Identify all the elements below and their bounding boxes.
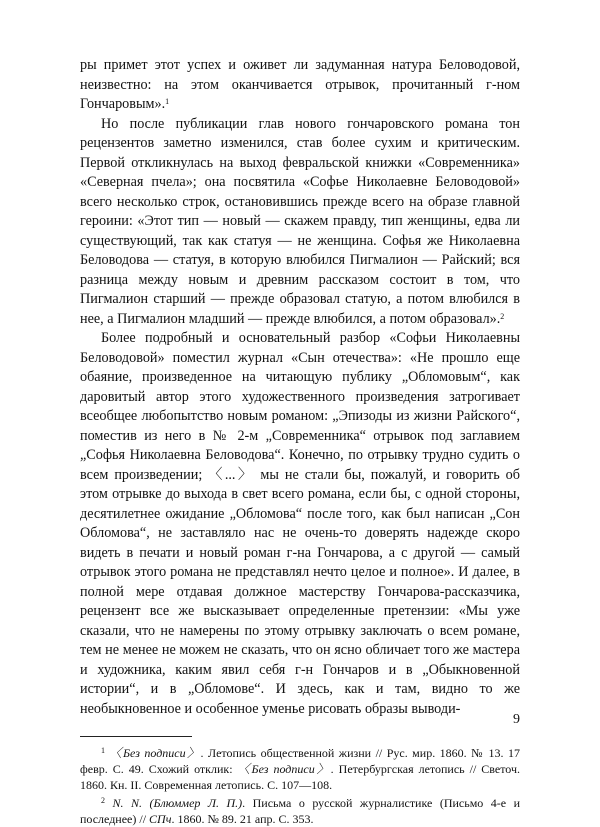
footnote-2-journal: СПч: [149, 812, 172, 826]
footnote-2-text-1: . Письма о русской журналистике (Письмо 4-е и последнее) //: [80, 796, 520, 826]
footnote-1-text-2: . Петербургская летопись // Светоч. 1860. Кн. II. Современная летопись. С. 107—108.: [80, 762, 521, 792]
page-number: 9: [513, 712, 520, 727]
footnote-ref-2[interactable]: 2: [500, 311, 505, 321]
paragraph-2-text: Но после публикации глав нового гончаровского романа тон рецензентов заметно изменился, став более сухим и критическим. Первой откликнулась на выход февральской книжки «Современника» «Северная пчела»; она посвятила «Софье Николаевне Беловодовой» всего несколько строк, остановившись прежде всего на образе главной героини: «Этот тип — новый — скажем правду, тип женщины, едва ли существующий, так как статуя — не женщина. Софья же Николаевна Беловодова — статуя, в которую влюбился Пигмалион — Райский; вся разница между новым и древним рассказом состоит в том, что Пигмалион старший — прежде образовал статую, а потом влюбился в нее, а Пигмалион младший — прежде влюбился, а потом образовал».: [80, 115, 520, 327]
footnote-ref-1[interactable]: 1: [165, 97, 170, 106]
footnote-1-text-1: . Летопись общественной жизни // Рус. мир. 1860. № 13. 17 февр. С. 49. Схожий отклик:: [80, 746, 521, 776]
footnotes: [80, 745, 520, 827]
footnote-2-number: 2: [101, 796, 105, 805]
footnote-1: [80, 745, 520, 793]
footnote-2-text-2: . 1860. № 89. 21 апр. С. 353.: [171, 812, 314, 826]
paragraph-2: [80, 115, 520, 330]
footnote-2: [80, 795, 520, 827]
paragraph-1: [80, 56, 520, 115]
footnote-divider: [80, 736, 192, 737]
footnote-1-unsigned-2: 〈Без подписи〉: [237, 762, 331, 776]
paragraph-1-text: ры примет этот успех и оживет ли задуманная натура Беловодовой, неизвестно: на этом оканчивается отрывок, прочитанный г-ном Гончаровым».: [80, 57, 520, 112]
footnote-1-number: 1: [101, 746, 105, 755]
document-page: [80, 56, 520, 827]
paragraph-3-text: Более подробный и основательный разбор «Софьи Николаевны Беловодовой» поместил журнал «Сын отечества»: «Не прошло еще обаяние, произведенное на читающую публику „Обломовым“, как даровитый автор этого художественного произведения затрогивает всеобщее любопытство новым романом: „Эпизоды из жизни Райского“, поместив из него в № 2-м „Современника“ отрывок под заглавием „Софья Николаевна Беловодова“. Конечно, по отрывку трудно судить о всем произведении; 〈...〉 мы не стали бы, пожалуй, и говорить об этом отрывке до выхода в свет всего романа, если бы, с одной стороны, десятилетнее ожидание „Обломова“ после того, как был написан „Сон Обломова“, не заставляло нас не очень-то доверять надежде скоро видеть в печати и новый роман г-на Гончарова, а с другой — самый отрывок этого романа не представлял нечто целое и полное». И далее, в полной мере отдавая должное мастерству Гончарова-рассказчика, рецензент все же высказывает определенные претензии: «Мы уже сказали, что не намерены по этому отрывку заключать о всем романе, тем не менее не можем не сказать, что он ясно обличает того же мастера и художника, каким явил себя г-н Гончаров и в „Обыкновенной истории“, и в „Обломове“. И здесь, как и там, видно то же необыкновенное и особенное уменье рисовать образы выводи-: [80, 330, 520, 717]
paragraph-3: [80, 329, 520, 719]
footnote-1-unsigned-1: 〈Без подписи〉: [109, 746, 201, 760]
footnote-2-author: N. N. (Блюммер Л. П.): [112, 796, 243, 810]
